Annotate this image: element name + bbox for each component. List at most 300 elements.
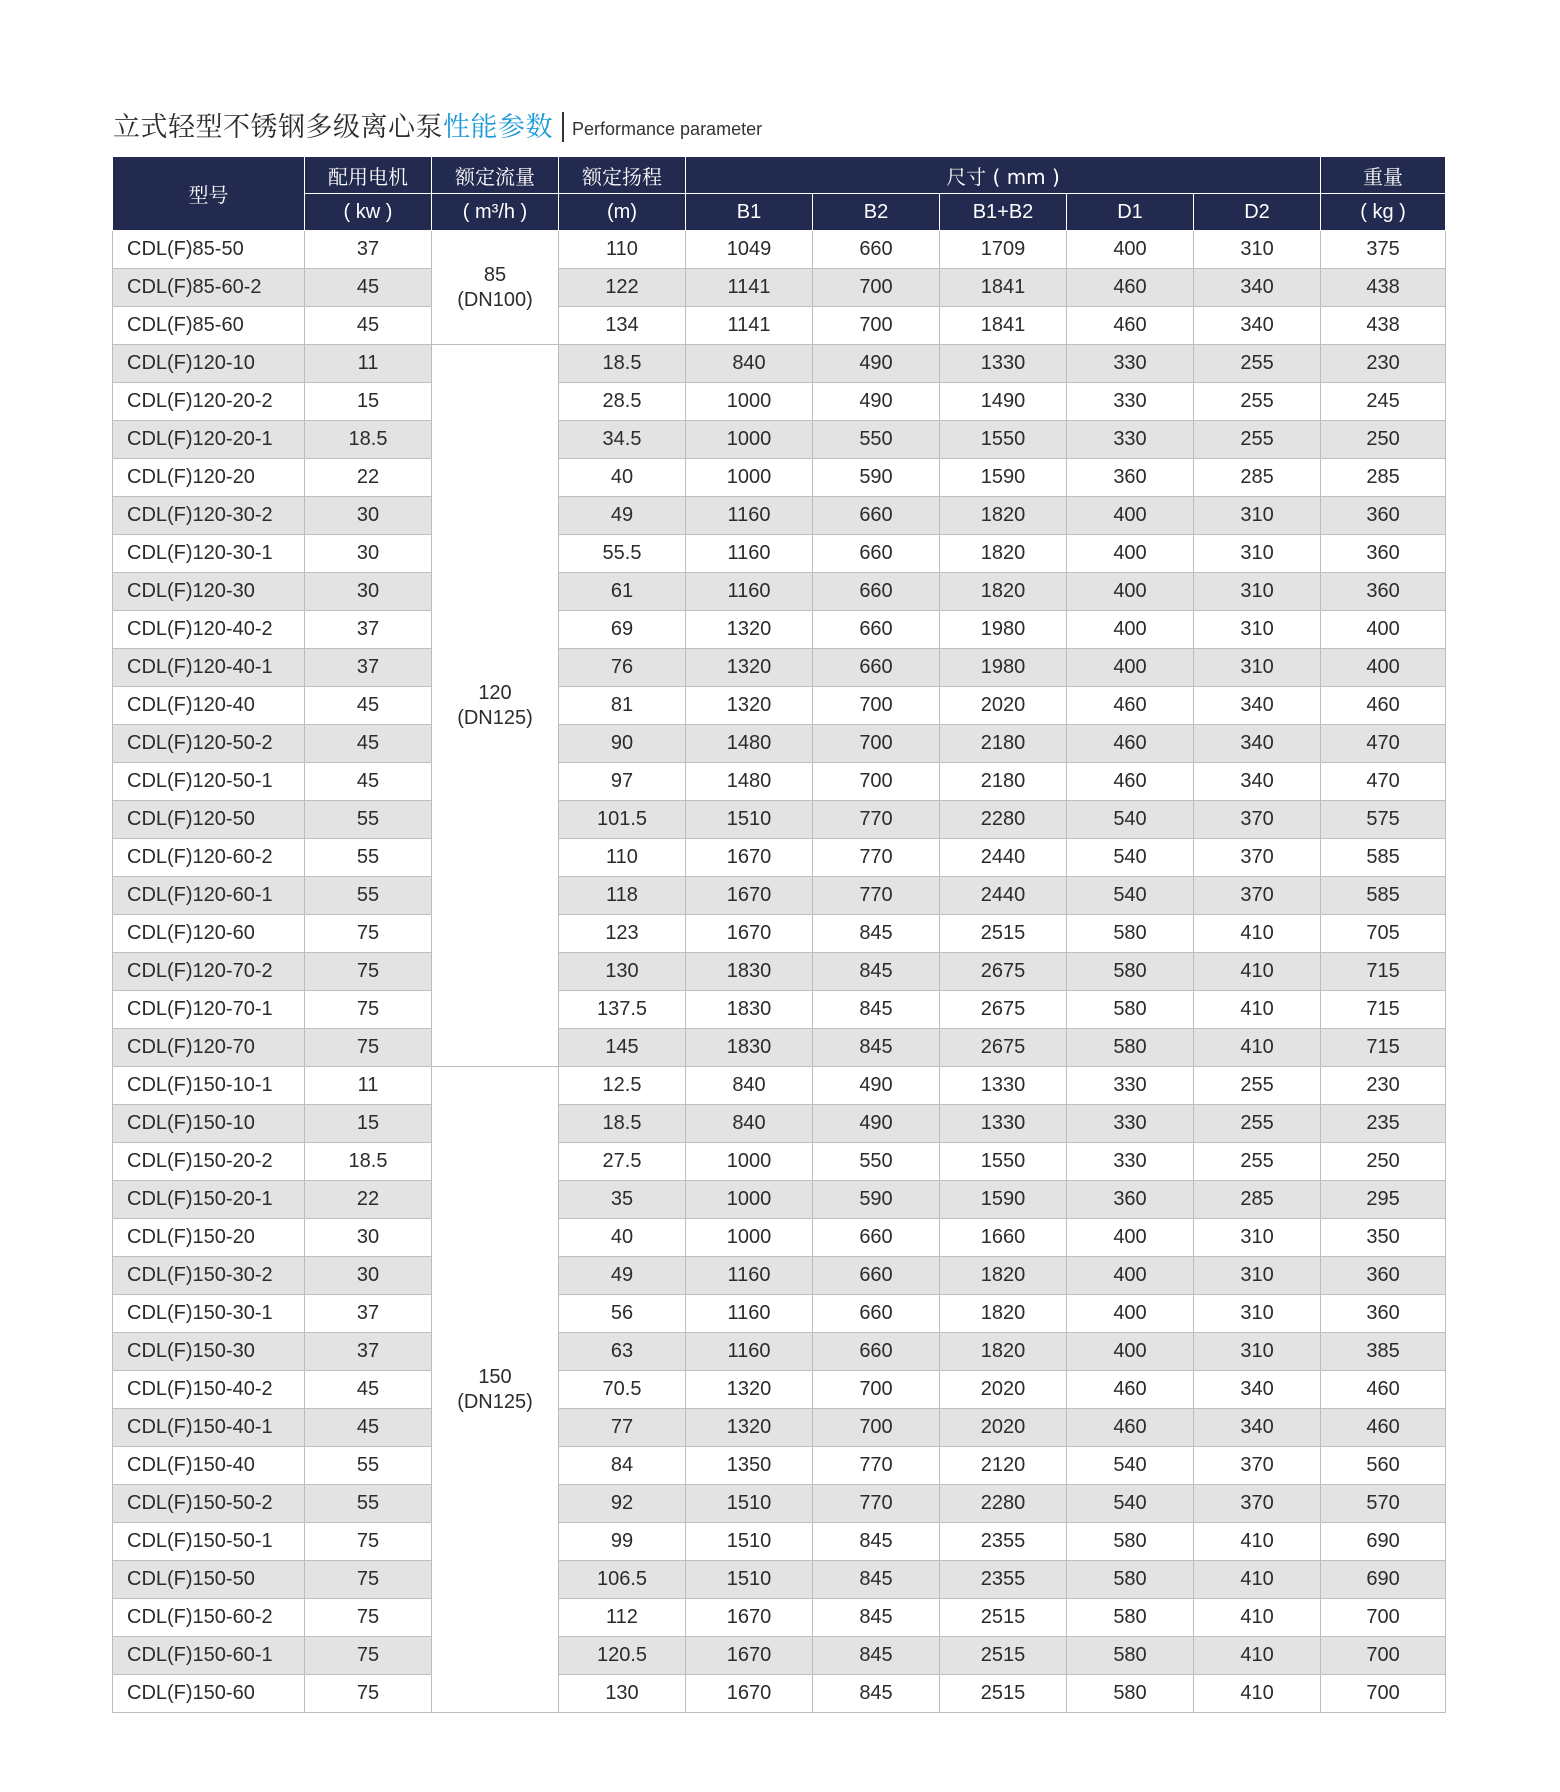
cell-d2: 370 — [1194, 839, 1321, 877]
cell-d1: 580 — [1067, 1029, 1194, 1067]
cell-b1b2: 1709 — [940, 231, 1067, 269]
header-d2: D2 — [1194, 194, 1321, 231]
cell-motor: 55 — [305, 1447, 432, 1485]
cell-d1: 580 — [1067, 991, 1194, 1029]
cell-weight: 460 — [1321, 1409, 1446, 1447]
cell-b1: 1320 — [686, 1371, 813, 1409]
cell-b1b2: 1490 — [940, 383, 1067, 421]
table-row — [113, 1219, 1446, 1257]
cell-d2: 340 — [1194, 307, 1321, 345]
table-row — [113, 1067, 1446, 1105]
cell-d2: 285 — [1194, 459, 1321, 497]
cell-b1b2: 2280 — [940, 1485, 1067, 1523]
cell-model: CDL(F)120-50-1 — [113, 763, 305, 801]
cell-b1: 1480 — [686, 725, 813, 763]
cell-d2: 310 — [1194, 573, 1321, 611]
cell-b1b2: 1550 — [940, 421, 1067, 459]
cell-d2: 370 — [1194, 1447, 1321, 1485]
cell-d2: 310 — [1194, 231, 1321, 269]
cell-b1: 1000 — [686, 1219, 813, 1257]
cell-model: CDL(F)120-10 — [113, 345, 305, 383]
cell-head: 49 — [559, 1257, 686, 1295]
cell-b1b2: 2515 — [940, 1637, 1067, 1675]
cell-b2: 770 — [813, 1447, 940, 1485]
cell-d2: 255 — [1194, 1105, 1321, 1143]
table-row — [113, 1029, 1446, 1067]
cell-d2: 310 — [1194, 1295, 1321, 1333]
flow-value: 150 — [478, 1365, 512, 1388]
cell-motor: 11 — [305, 1067, 432, 1105]
cell-d1: 400 — [1067, 611, 1194, 649]
cell-b1b2: 1330 — [940, 1067, 1067, 1105]
header-motor: 配用电机 — [305, 157, 432, 194]
cell-b1b2: 2440 — [940, 839, 1067, 877]
table-row — [113, 231, 1446, 269]
cell-d2: 370 — [1194, 877, 1321, 915]
cell-motor: 30 — [305, 1219, 432, 1257]
cell-d1: 400 — [1067, 535, 1194, 573]
table-row — [113, 801, 1446, 839]
table-row — [113, 1333, 1446, 1371]
table-row — [113, 497, 1446, 535]
cell-b2: 660 — [813, 1333, 940, 1371]
cell-head: 123 — [559, 915, 686, 953]
cell-b1b2: 2180 — [940, 725, 1067, 763]
table-row — [113, 383, 1446, 421]
cell-b2: 845 — [813, 1029, 940, 1067]
cell-b2: 660 — [813, 649, 940, 687]
cell-model: CDL(F)150-60-2 — [113, 1599, 305, 1637]
header-b1: B1 — [686, 194, 813, 231]
cell-b1: 1670 — [686, 1637, 813, 1675]
cell-motor: 75 — [305, 1523, 432, 1561]
cell-model: CDL(F)150-50-1 — [113, 1523, 305, 1561]
cell-weight: 400 — [1321, 649, 1446, 687]
cell-b1: 1830 — [686, 953, 813, 991]
cell-b2: 845 — [813, 953, 940, 991]
cell-weight: 400 — [1321, 611, 1446, 649]
cell-d1: 400 — [1067, 231, 1194, 269]
cell-d2: 285 — [1194, 1181, 1321, 1219]
cell-b2: 845 — [813, 991, 940, 1029]
cell-head: 55.5 — [559, 535, 686, 573]
cell-motor: 37 — [305, 1295, 432, 1333]
cell-d1: 460 — [1067, 1409, 1194, 1447]
table-row — [113, 877, 1446, 915]
cell-d2: 310 — [1194, 535, 1321, 573]
cell-d2: 310 — [1194, 1257, 1321, 1295]
cell-b1b2: 1590 — [940, 1181, 1067, 1219]
cell-b2: 490 — [813, 1105, 940, 1143]
cell-b2: 845 — [813, 1599, 940, 1637]
cell-motor: 30 — [305, 1257, 432, 1295]
cell-d1: 540 — [1067, 877, 1194, 915]
cell-b2: 490 — [813, 1067, 940, 1105]
cell-b2: 660 — [813, 1257, 940, 1295]
cell-b1b2: 2675 — [940, 953, 1067, 991]
cell-b1: 1000 — [686, 421, 813, 459]
flow-dn: (DN125) — [457, 1390, 533, 1413]
cell-b1b2: 2355 — [940, 1561, 1067, 1599]
cell-b1b2: 2515 — [940, 915, 1067, 953]
cell-d2: 255 — [1194, 421, 1321, 459]
cell-head: 81 — [559, 687, 686, 725]
cell-motor: 15 — [305, 383, 432, 421]
cell-b1b2: 1841 — [940, 269, 1067, 307]
cell-b2: 845 — [813, 1675, 940, 1713]
cell-b1b2: 1980 — [940, 649, 1067, 687]
cell-d2: 310 — [1194, 1219, 1321, 1257]
cell-d2: 410 — [1194, 1637, 1321, 1675]
cell-weight: 250 — [1321, 1143, 1446, 1181]
flow-value: 120 — [478, 681, 512, 704]
cell-weight: 575 — [1321, 801, 1446, 839]
cell-weight: 690 — [1321, 1523, 1446, 1561]
title-accent: 性能参数 — [443, 112, 553, 143]
cell-b2: 490 — [813, 345, 940, 383]
cell-d1: 580 — [1067, 1599, 1194, 1637]
table-row — [113, 725, 1446, 763]
cell-motor: 75 — [305, 1637, 432, 1675]
table-row — [113, 1295, 1446, 1333]
cell-b2: 845 — [813, 1523, 940, 1561]
table-row — [113, 1637, 1446, 1675]
cell-head: 84 — [559, 1447, 686, 1485]
cell-b1b2: 2355 — [940, 1523, 1067, 1561]
header-weight-unit: ( kg ) — [1321, 194, 1446, 231]
table-row — [113, 915, 1446, 953]
cell-d1: 580 — [1067, 1561, 1194, 1599]
cell-weight: 385 — [1321, 1333, 1446, 1371]
cell-d1: 540 — [1067, 1447, 1194, 1485]
cell-weight: 438 — [1321, 307, 1446, 345]
cell-weight: 470 — [1321, 725, 1446, 763]
cell-d2: 410 — [1194, 1599, 1321, 1637]
cell-model: CDL(F)150-40 — [113, 1447, 305, 1485]
cell-b1: 1510 — [686, 1561, 813, 1599]
cell-weight: 230 — [1321, 345, 1446, 383]
cell-b1: 1510 — [686, 1523, 813, 1561]
table-row — [113, 345, 1446, 383]
page-title — [113, 104, 762, 144]
table-row — [113, 1675, 1446, 1713]
cell-b1: 1160 — [686, 1257, 813, 1295]
cell-head: 34.5 — [559, 421, 686, 459]
cell-b1: 1000 — [686, 383, 813, 421]
cell-head: 130 — [559, 953, 686, 991]
cell-weight: 245 — [1321, 383, 1446, 421]
cell-model: CDL(F)120-30-1 — [113, 535, 305, 573]
header-model: 型号 — [113, 157, 305, 231]
cell-b1: 1141 — [686, 307, 813, 345]
cell-weight: 570 — [1321, 1485, 1446, 1523]
cell-weight: 470 — [1321, 763, 1446, 801]
cell-b1: 1670 — [686, 839, 813, 877]
cell-model: CDL(F)150-30-1 — [113, 1295, 305, 1333]
cell-b1b2: 1590 — [940, 459, 1067, 497]
cell-d2: 410 — [1194, 1561, 1321, 1599]
header-flow-unit: ( m³/h ) — [432, 194, 559, 231]
cell-motor: 75 — [305, 915, 432, 953]
cell-motor: 45 — [305, 1371, 432, 1409]
cell-weight: 585 — [1321, 839, 1446, 877]
cell-head: 90 — [559, 725, 686, 763]
cell-d2: 255 — [1194, 1143, 1321, 1181]
cell-weight: 460 — [1321, 687, 1446, 725]
flow-dn: (DN125) — [457, 706, 533, 729]
title-divider — [562, 112, 564, 142]
cell-motor: 45 — [305, 725, 432, 763]
cell-motor: 18.5 — [305, 1143, 432, 1181]
cell-b1: 1320 — [686, 649, 813, 687]
cell-motor: 45 — [305, 1409, 432, 1447]
table-row — [113, 573, 1446, 611]
cell-weight: 230 — [1321, 1067, 1446, 1105]
cell-model: CDL(F)150-40-2 — [113, 1371, 305, 1409]
cell-head: 49 — [559, 497, 686, 535]
cell-d1: 400 — [1067, 573, 1194, 611]
cell-model: CDL(F)120-60-2 — [113, 839, 305, 877]
cell-d2: 410 — [1194, 1029, 1321, 1067]
cell-d1: 460 — [1067, 269, 1194, 307]
cell-b2: 660 — [813, 497, 940, 535]
cell-head: 40 — [559, 459, 686, 497]
cell-b2: 660 — [813, 573, 940, 611]
cell-head: 130 — [559, 1675, 686, 1713]
cell-model: CDL(F)120-50-2 — [113, 725, 305, 763]
table-row — [113, 953, 1446, 991]
cell-b1: 1830 — [686, 1029, 813, 1067]
cell-d2: 410 — [1194, 1523, 1321, 1561]
cell-b2: 660 — [813, 231, 940, 269]
cell-weight: 375 — [1321, 231, 1446, 269]
flow-dn: (DN100) — [457, 288, 533, 311]
cell-flow-group — [432, 345, 559, 1067]
cell-model: CDL(F)120-60 — [113, 915, 305, 953]
cell-d2: 410 — [1194, 915, 1321, 953]
cell-d1: 330 — [1067, 1067, 1194, 1105]
cell-head: 97 — [559, 763, 686, 801]
cell-b2: 845 — [813, 915, 940, 953]
cell-model: CDL(F)150-50-2 — [113, 1485, 305, 1523]
cell-b1: 1480 — [686, 763, 813, 801]
cell-weight: 438 — [1321, 269, 1446, 307]
table-row — [113, 421, 1446, 459]
cell-model: CDL(F)150-10 — [113, 1105, 305, 1143]
cell-b1: 1510 — [686, 801, 813, 839]
cell-b1b2: 2440 — [940, 877, 1067, 915]
cell-b1: 1670 — [686, 915, 813, 953]
cell-d2: 410 — [1194, 1675, 1321, 1713]
table-row — [113, 611, 1446, 649]
cell-model: CDL(F)150-40-1 — [113, 1409, 305, 1447]
cell-b1b2: 2515 — [940, 1675, 1067, 1713]
cell-motor: 30 — [305, 573, 432, 611]
cell-b1b2: 1550 — [940, 1143, 1067, 1181]
cell-weight: 460 — [1321, 1371, 1446, 1409]
header-size: 尺寸 ( mm ) — [686, 157, 1321, 194]
cell-motor: 75 — [305, 953, 432, 991]
title-english: Performance parameter — [572, 119, 763, 139]
cell-weight: 360 — [1321, 497, 1446, 535]
cell-d1: 580 — [1067, 915, 1194, 953]
cell-b1b2: 1820 — [940, 535, 1067, 573]
table-row — [113, 1523, 1446, 1561]
cell-b1b2: 1820 — [940, 1257, 1067, 1295]
cell-head: 18.5 — [559, 345, 686, 383]
cell-head: 28.5 — [559, 383, 686, 421]
table-row — [113, 687, 1446, 725]
performance-table — [112, 156, 1446, 1713]
cell-model: CDL(F)120-30 — [113, 573, 305, 611]
cell-b2: 590 — [813, 1181, 940, 1219]
cell-b1: 1670 — [686, 1599, 813, 1637]
cell-d2: 255 — [1194, 383, 1321, 421]
cell-d1: 460 — [1067, 687, 1194, 725]
cell-b1b2: 2020 — [940, 687, 1067, 725]
cell-model: CDL(F)150-50 — [113, 1561, 305, 1599]
cell-motor: 18.5 — [305, 421, 432, 459]
cell-d1: 580 — [1067, 1637, 1194, 1675]
cell-head: 35 — [559, 1181, 686, 1219]
cell-d2: 370 — [1194, 1485, 1321, 1523]
cell-head: 99 — [559, 1523, 686, 1561]
cell-b1: 1160 — [686, 1333, 813, 1371]
cell-motor: 37 — [305, 649, 432, 687]
cell-model: CDL(F)85-50 — [113, 231, 305, 269]
cell-d1: 460 — [1067, 1371, 1194, 1409]
cell-weight: 715 — [1321, 1029, 1446, 1067]
cell-weight: 250 — [1321, 421, 1446, 459]
cell-b1: 1160 — [686, 497, 813, 535]
cell-d1: 400 — [1067, 649, 1194, 687]
cell-d2: 340 — [1194, 687, 1321, 725]
cell-head: 77 — [559, 1409, 686, 1447]
cell-b1: 1830 — [686, 991, 813, 1029]
cell-b2: 700 — [813, 307, 940, 345]
cell-weight: 715 — [1321, 953, 1446, 991]
cell-d1: 580 — [1067, 953, 1194, 991]
title-main: 立式轻型不锈钢多级离心泵 — [113, 112, 443, 143]
table-row — [113, 1143, 1446, 1181]
cell-d2: 255 — [1194, 345, 1321, 383]
cell-motor: 75 — [305, 1675, 432, 1713]
cell-model: CDL(F)150-20-1 — [113, 1181, 305, 1219]
cell-head: 120.5 — [559, 1637, 686, 1675]
cell-motor: 55 — [305, 839, 432, 877]
cell-d1: 330 — [1067, 1105, 1194, 1143]
cell-d1: 330 — [1067, 383, 1194, 421]
cell-d1: 580 — [1067, 1523, 1194, 1561]
table-row — [113, 1257, 1446, 1295]
cell-model: CDL(F)120-20-1 — [113, 421, 305, 459]
cell-head: 27.5 — [559, 1143, 686, 1181]
cell-head: 63 — [559, 1333, 686, 1371]
cell-b2: 660 — [813, 611, 940, 649]
cell-b1b2: 1330 — [940, 345, 1067, 383]
cell-b1b2: 1841 — [940, 307, 1067, 345]
cell-d2: 310 — [1194, 611, 1321, 649]
cell-weight: 700 — [1321, 1599, 1446, 1637]
cell-b2: 700 — [813, 763, 940, 801]
header-head-unit: (m) — [559, 194, 686, 231]
cell-d1: 330 — [1067, 1143, 1194, 1181]
cell-model: CDL(F)120-60-1 — [113, 877, 305, 915]
table-row — [113, 839, 1446, 877]
cell-head: 56 — [559, 1295, 686, 1333]
cell-b2: 770 — [813, 1485, 940, 1523]
cell-b2: 770 — [813, 839, 940, 877]
cell-b2: 700 — [813, 269, 940, 307]
cell-d1: 540 — [1067, 839, 1194, 877]
cell-b1: 1320 — [686, 1409, 813, 1447]
cell-weight: 690 — [1321, 1561, 1446, 1599]
cell-model: CDL(F)120-70-2 — [113, 953, 305, 991]
cell-b1b2: 1820 — [940, 573, 1067, 611]
cell-b1: 1670 — [686, 877, 813, 915]
cell-flow-group — [432, 231, 559, 345]
cell-model: CDL(F)120-50 — [113, 801, 305, 839]
cell-b1: 840 — [686, 345, 813, 383]
cell-b1b2: 1820 — [940, 1295, 1067, 1333]
cell-head: 145 — [559, 1029, 686, 1067]
table-row — [113, 1409, 1446, 1447]
cell-motor: 22 — [305, 459, 432, 497]
cell-b1: 1000 — [686, 459, 813, 497]
cell-motor: 75 — [305, 991, 432, 1029]
cell-motor: 15 — [305, 1105, 432, 1143]
cell-d1: 460 — [1067, 307, 1194, 345]
cell-d2: 410 — [1194, 991, 1321, 1029]
cell-weight: 705 — [1321, 915, 1446, 953]
cell-head: 106.5 — [559, 1561, 686, 1599]
table-row — [113, 307, 1446, 345]
cell-b1b2: 2020 — [940, 1371, 1067, 1409]
cell-b1b2: 2515 — [940, 1599, 1067, 1637]
cell-b1: 1320 — [686, 611, 813, 649]
cell-motor: 22 — [305, 1181, 432, 1219]
cell-motor: 45 — [305, 269, 432, 307]
cell-d2: 255 — [1194, 1067, 1321, 1105]
cell-d2: 340 — [1194, 1371, 1321, 1409]
cell-d2: 310 — [1194, 649, 1321, 687]
cell-b1: 840 — [686, 1067, 813, 1105]
cell-b1b2: 1820 — [940, 1333, 1067, 1371]
table-row — [113, 991, 1446, 1029]
cell-head: 61 — [559, 573, 686, 611]
cell-motor: 45 — [305, 307, 432, 345]
cell-b1: 1000 — [686, 1181, 813, 1219]
cell-weight: 715 — [1321, 991, 1446, 1029]
cell-motor: 55 — [305, 801, 432, 839]
cell-head: 69 — [559, 611, 686, 649]
cell-b1: 840 — [686, 1105, 813, 1143]
cell-b1: 1510 — [686, 1485, 813, 1523]
cell-b1b2: 2675 — [940, 991, 1067, 1029]
cell-motor: 30 — [305, 497, 432, 535]
cell-b2: 660 — [813, 535, 940, 573]
cell-b1: 1000 — [686, 1143, 813, 1181]
cell-b1: 1049 — [686, 231, 813, 269]
cell-motor: 11 — [305, 345, 432, 383]
cell-model: CDL(F)120-70 — [113, 1029, 305, 1067]
cell-b1: 1320 — [686, 687, 813, 725]
cell-motor: 37 — [305, 611, 432, 649]
cell-model: CDL(F)150-30-2 — [113, 1257, 305, 1295]
cell-head: 134 — [559, 307, 686, 345]
cell-weight: 360 — [1321, 573, 1446, 611]
cell-head: 12.5 — [559, 1067, 686, 1105]
